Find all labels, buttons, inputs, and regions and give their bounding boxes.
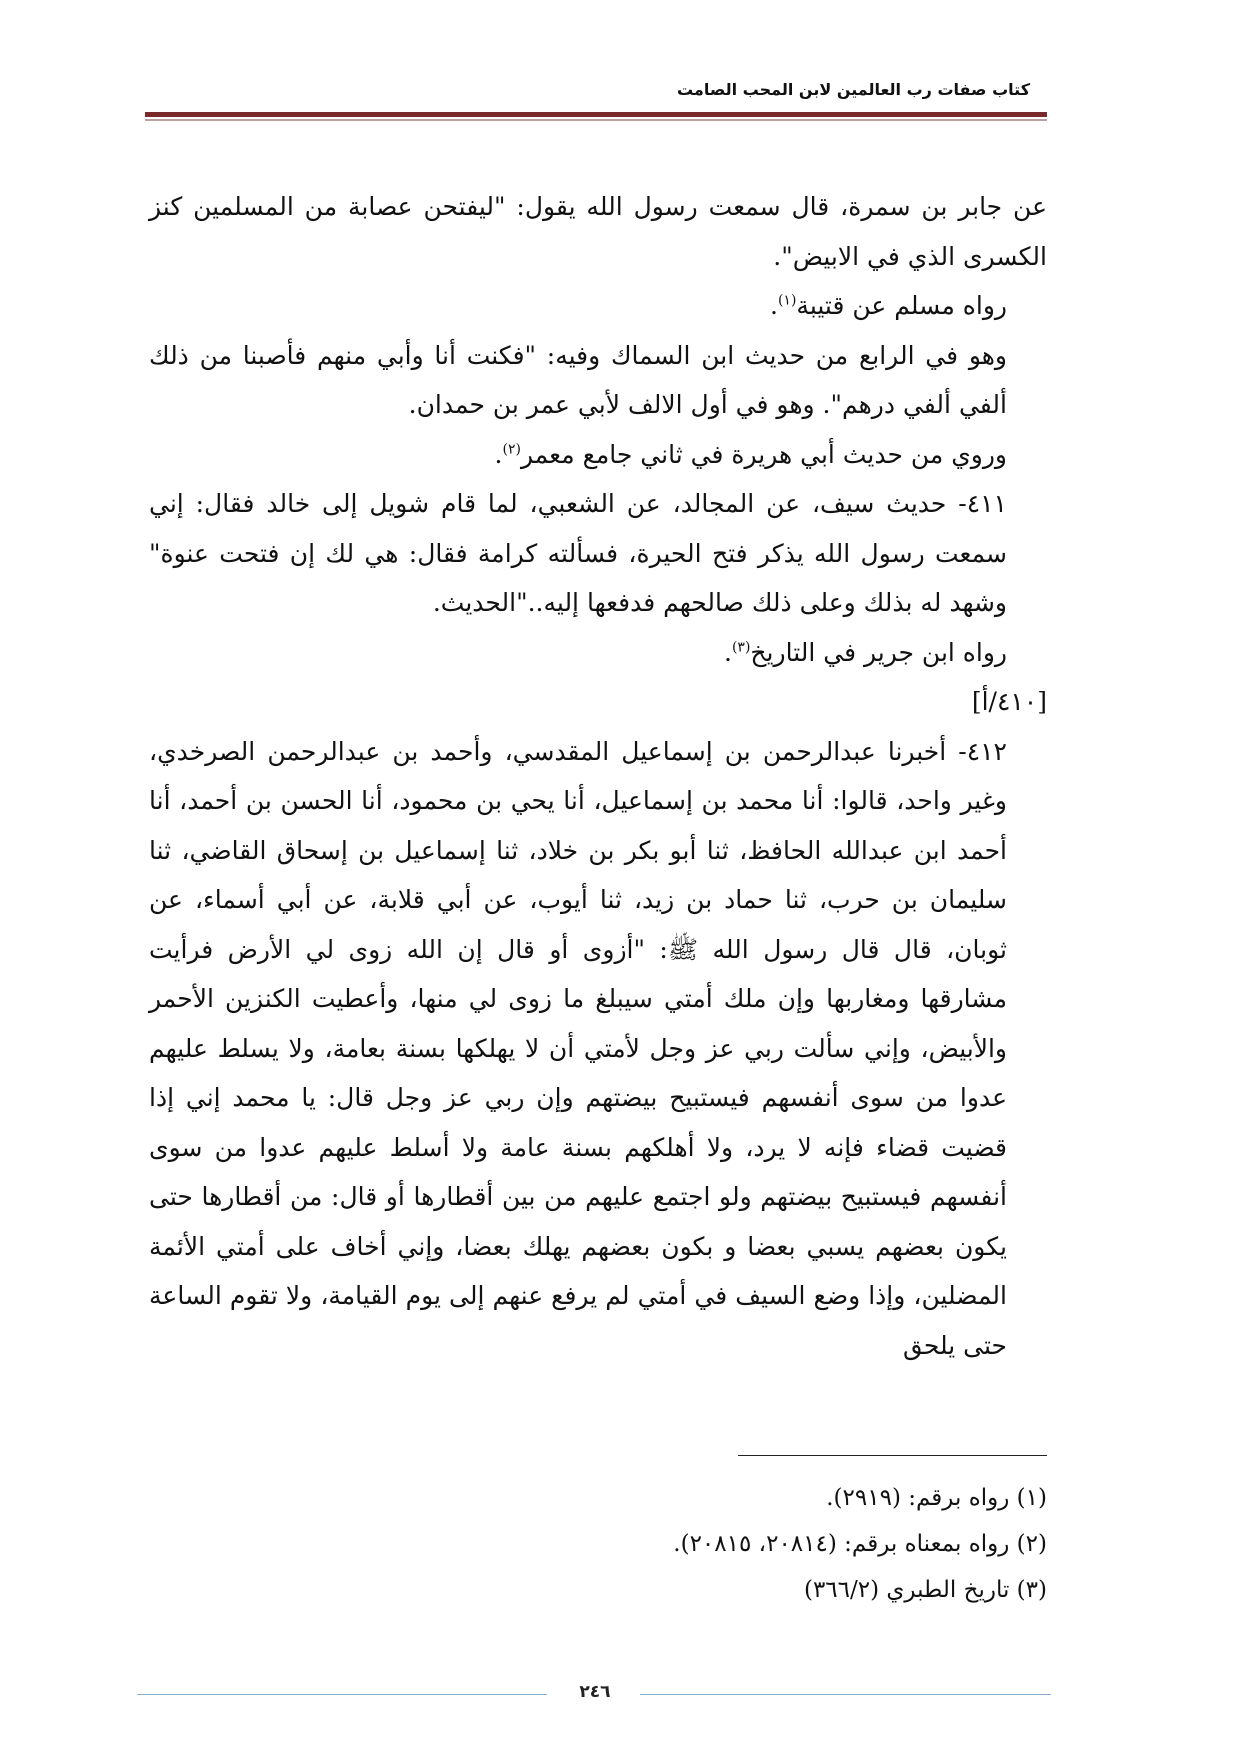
header-rule-thin — [145, 119, 1047, 121]
paragraph-ibn-sammak: وهو في الرابع من حديث ابن السماك وفيه: "فكنت أنا وأبي منهم فأصبنا من ذلك ألفي ألفي درهم". وهو في أول الالف لأبي عمر بن حمدان. — [149, 340, 1007, 419]
page-number: ٢٤٦ — [579, 1682, 611, 1702]
paragraph-hadith-411: ٤١١- حديث سيف، عن المجالد، عن الشعبي، لما قام شويل إلى خالد فقال: إني سمعت رسول الله يذكر فتح الحيرة، فسألته كرامة فقال: هي لك إن فتحت عنوة" وشهد له بذلك وعلى ذلك صالحهم فدفعها إليه.."الحديث. — [149, 489, 1007, 617]
footnote-2: (٢) رواه بمعناه برقم: (٢٠٨١٤، ٢٠٨١٥). — [673, 1531, 1047, 1557]
paragraph-hadith-412: ٤١٢- أخبرنا عبدالرحمن بن إسماعيل المقدسي، وأحمد بن عبدالرحمن الصرخدي، وغير واحد، قالوا: أنا محمد بن إسماعيل، أنا يحي بن محمود، أنا الحسن بن أحمد، أنا أحمد ابن عبدالله الحافظ، ثنا أبو بكر بن خلاد، ثنا إسماعيل بن إسحاق القاضي، ثنا سليمان بن حرب، ثنا حماد بن زيد، ثنا أيوب، عن أبي قلابة، عن أبي أسماء، عن ثوبان، قال قال رسول الله ﷺ: "أزوى أو قال إن الله زوى لي الأرض فرأيت مشارقها ومغاربها وإن ملك أمتي سيبلغ ما زوى لي منها، وأعطيت الكنزين الأحمر والأبيض، وإني سألت ربي عز وجل لأمتي أن لا يهلكها بسنة بعامة، ولا يسلط عليهم عدوا من سوى أنفسهم فيستبيح بيضتهم وإن ربي عز وجل قال: يا محمد إني إذا قضيت قضاء فإنه لا يرد، ولا أهلكهم بسنة عامة ولا أسلط عليهم عدوا من سوى أنفسهم فيستبيح بيضتهم ولو اجتمع عليهم من بين أقطارها أو قال: من أقطارها حتى يكون بعضهم يسبي بعضا و بكون بعضهم يهلك بعضا، وإني أخاف على أمتي الأئمة المضلين، وإذا وضع السيف في أمتي لم يرفع عنهم إلى يوم القيامة، ولا تقوم الساعة حتى يلحق — [149, 736, 1007, 1360]
main-text — [149, 182, 1047, 1370]
riwaya-text: رواه مسلم عن قتيبة — [796, 291, 1007, 320]
footer-rule-right — [640, 1694, 1051, 1695]
paragraph-hadith-jabir: عن جابر بن سمرة، قال سمعت رسول الله يقول: "ليفتحن عصابة من المسلمين كنز الكسرى الذي في الابيض". — [149, 192, 1047, 271]
footnote-separator — [738, 1455, 1047, 1456]
footer-rule-left — [137, 1694, 547, 1695]
footnote-ref-2: (٢) — [502, 441, 521, 458]
footnote-1: (١) رواه برقم: (٢٩١٩). — [826, 1485, 1047, 1511]
running-header-title: كتاب صفات رب العالمين لابن المحب الصامت — [676, 80, 1030, 99]
paragraph-ibn-jarir: رواه ابن جرير في التاريخ$^{(٣)}$. — [723, 637, 1007, 667]
footnote-ref-3: (٣) — [731, 639, 751, 656]
riwaya-text: رواه ابن جرير في التاريخ — [750, 637, 1007, 667]
paragraph-riwaya-muslim: رواه مسلم عن قتيبة$^{(١)}$. — [770, 291, 1007, 320]
riwaya-text: وروي من حديث أبي هريرة في ثاني جامع معمر — [520, 439, 1007, 469]
paragraph-abu-hurayra: وروي من حديث أبي هريرة في ثاني جامع معمر$^{(٢)}$. — [494, 439, 1007, 469]
footnote-ref-1: (١) — [777, 292, 797, 309]
folio-marker: [٤١٠/أ] — [971, 687, 1047, 716]
header-rule-thick — [145, 112, 1047, 117]
footnotes — [347, 1475, 1047, 1613]
footnote-3: (٣) تاريخ الطبري (٣٦٦/٢) — [803, 1577, 1047, 1603]
